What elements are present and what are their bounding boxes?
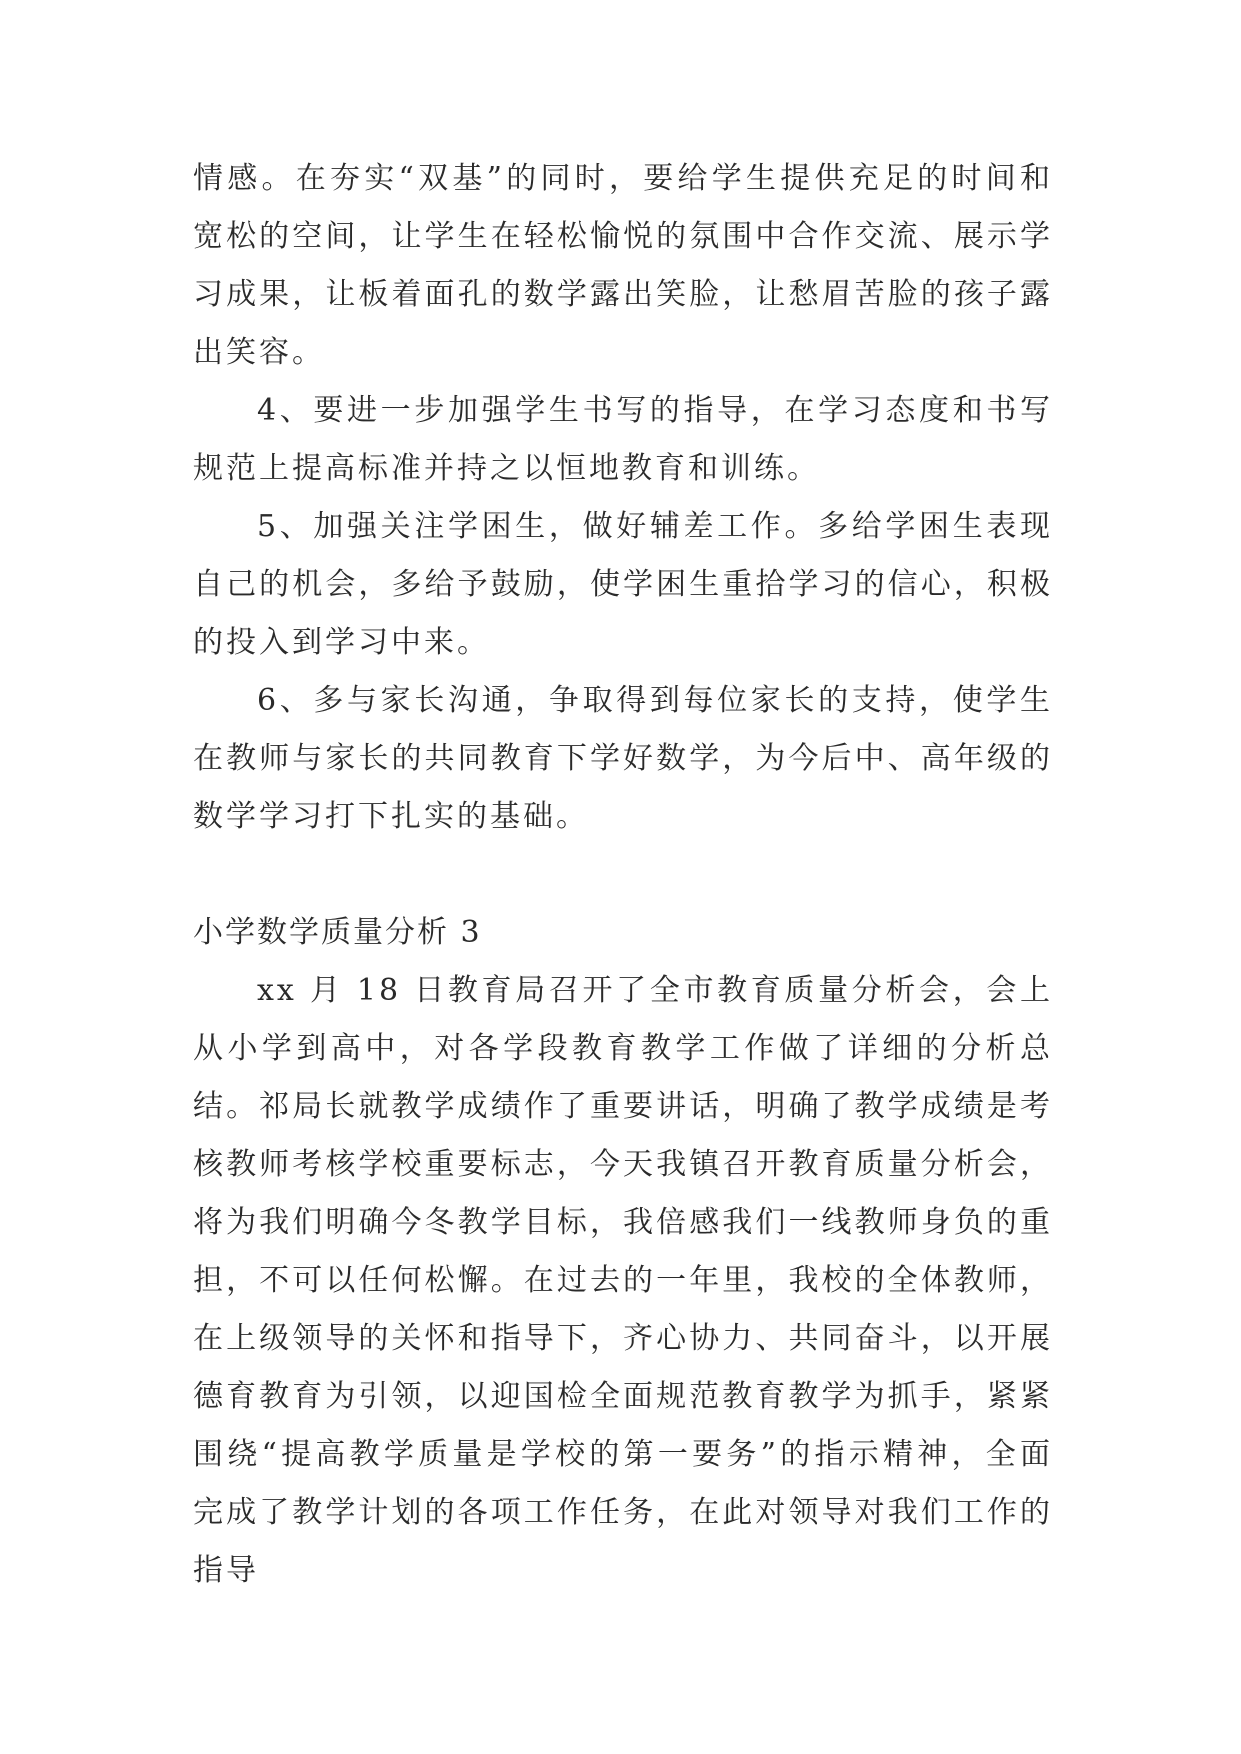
section-heading: 小学数学质量分析 3: [193, 915, 482, 950]
paragraph: 5、加强关注学困生，做好辅差工作。多给学困生表现自己的机会，多给予鼓励，使学困生重拾学习的信心，积极的投入到学习中来。: [193, 509, 1053, 660]
paragraph: 情感。在夯实“双基”的同时，要给学生提供充足的时间和宽松的空间，让学生在轻松愉悦的氛围中合作交流、展示学习成果，让板着面孔的数学露出笑脸，让愁眉苦脸的孩子露出笑容。: [193, 161, 1053, 370]
paragraph: 4、要进一步加强学生书写的指导，在学习态度和书写规范上提高标准并持之以恒地教育和训练。: [193, 393, 1053, 486]
document-page: [193, 150, 1053, 1600]
paragraph: xx 月 18 日教育局召开了全市教育质量分析会，会上从小学到高中，对各学段教育教学工作做了详细的分析总结。祁局长就教学成绩作了重要讲话，明确了教学成绩是考核教师考核学校重要标志，今天我镇召开教育质量分析会，将为我们明确今冬教学目标，我倍感我们一线教师身负的重担，不可以任何松懈。在过去的一年里，我校的全体教师，在上级领导的关怀和指导下，齐心协力、共同奋斗，以开展德育教育为引领，以迎国检全面规范教育教学为抓手，紧紧围绕“提高教学质量是学校的第一要务”的指示精神，全面完成了教学计划的各项工作任务，在此对领导对我们工作的指导: [193, 973, 1053, 1588]
paragraph: 6、多与家长沟通，争取得到每位家长的支持，使学生在教师与家长的共同教育下学好数学，为今后中、高年级的数学学习打下扎实的基础。: [193, 683, 1053, 834]
